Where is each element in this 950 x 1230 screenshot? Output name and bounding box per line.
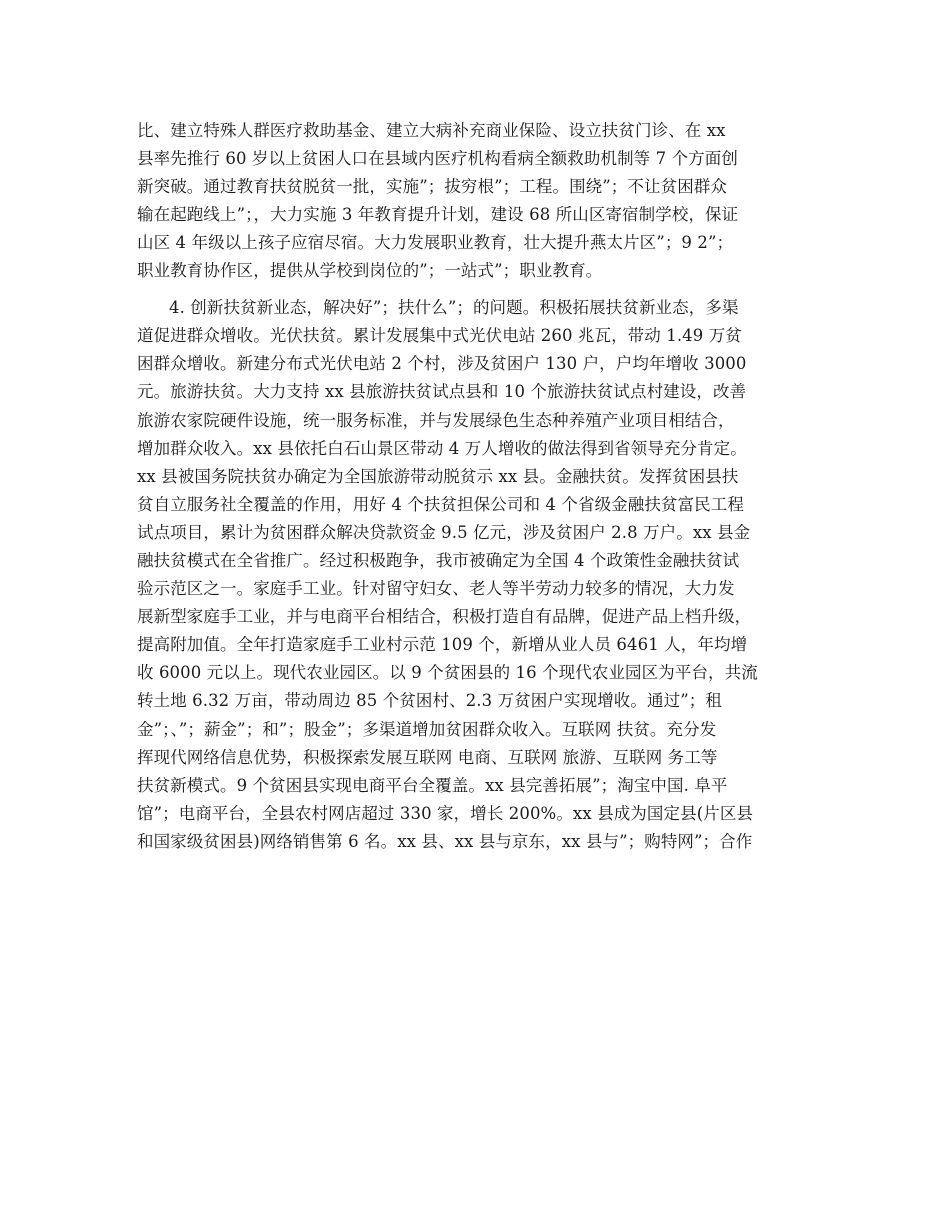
text-line: 比、建立特殊人群医疗救助基金、建立大病补充商业保险、设立扶贫门诊、在 xx xyxy=(137,121,726,140)
text-line: 道促进群众增收。光伏扶贫。累计发展集中式光伏电站 260 兆瓦，带动 1.49 万贫 xyxy=(137,326,742,346)
text-line: 挥现代网络信息优势，积极探索发展互联网 电商、互联网 旅游、互联网 务工等 xyxy=(137,747,718,767)
text-line: 增加群众收入。xx 县依托白石山景区带动 4 万人增收的做法得到省领导充分肯定。 xyxy=(137,438,747,458)
text-line: xx 县被国务院扶贫办确定为全国旅游带动脱贫示 xx 县。金融扶贫。发挥贫困县扶 xyxy=(137,466,739,486)
text-line: 旅游农家院硬件设施，统一服务标准，并与发展绿色生态种养殖产业项目相结合， xyxy=(137,410,735,430)
text-line: 职业教育协作区，提供从学校到岗位的”；一站式”；职业教育。 xyxy=(137,261,603,281)
text-line: 贫自立服务社全覆盖的作用，用好 4 个扶贫担保公司和 4 个省级金融扶贫富民工程 xyxy=(137,494,744,514)
text-line: 山区 4 年级以上孩子应宿尽宿。大力发展职业教育，壮大提升燕太片区”；9 2”； xyxy=(137,233,734,253)
text-line: 收 6000 元以上。现代农业园区。以 9 个贫困县的 16 个现代农业园区为平台，共流 xyxy=(137,663,758,683)
text-line: 扶贫新模式。9 个贫困县实现电商平台全覆盖。xx 县完善拓展”；淘宝中国. 阜平 xyxy=(137,775,728,795)
text-line: 金”；、”；薪金”；和”；股金”；多渠道增加贫困群众收入。互联网 扶贫。充分发 xyxy=(137,719,717,739)
text-line: 元。旅游扶贫。大力支持 xx 县旅游扶贫试点县和 10 个旅游扶贫试点村建设，改善 xyxy=(137,382,747,402)
text-line: 融扶贫模式在全省推广。经过积极跑争，我市被确定为全国 4 个政策性金融扶贫试 xyxy=(137,551,740,570)
text-line: 县率先推行 60 岁以上贫困人口在县域内医疗机构看病全额救助机制等 7 个方面创 xyxy=(137,149,738,169)
text-line: 输在起跑线上”；，大力实施 3 年教育提升计划，建设 68 所山区寄宿制学校，保证 xyxy=(137,205,739,225)
text-line: 试点项目，累计为贫困群众解决贷款资金 9.5 亿元，涉及贫困户 2.8 万户。xx 县金 xyxy=(137,522,751,542)
text-line: 转土地 6.32 万亩，带动周边 85 个贫困村、2.3 万贫困户实现增收。通过”；租 xyxy=(137,691,722,711)
body-text xyxy=(137,117,813,856)
text-line: 提高附加值。全年打造家庭手工业村示范 109 个，新增从业人员 6461 人，年均增 xyxy=(137,635,748,655)
text-line: 和国家级贫困县)网络销售第 6 名。xx 县、xx 县与京东，xx 县与”；购特网”；合作 xyxy=(137,831,753,851)
text-line: 验示范区之一。家庭手工业。针对留守妇女、老人等半劳动力较多的情况，大力发 xyxy=(137,579,735,599)
text-line: 馆”；电商平台，全县农村网店超过 330 家，增长 200%。xx 县成为国定县(片区县 xyxy=(137,803,754,823)
text-line: 困群众增收。新建分布式光伏电站 2 个村，涉及贫困户 130 户，户均年增收 3000 xyxy=(137,354,747,374)
paragraph-start-line: 4. 创新扶贫新业态，解决好”；扶什么”；的问题。积极拓展扶贫新业态，多渠 xyxy=(169,298,739,318)
text-line: 展新型家庭手工业，并与电商平台相结合，积极打造自有品牌，促进产品上档升级， xyxy=(137,607,752,627)
text-line: 新突破。通过教育扶贫脱贫一批，实施”；拔穷根”；工程。围绕”；不让贫困群众 xyxy=(137,177,728,197)
